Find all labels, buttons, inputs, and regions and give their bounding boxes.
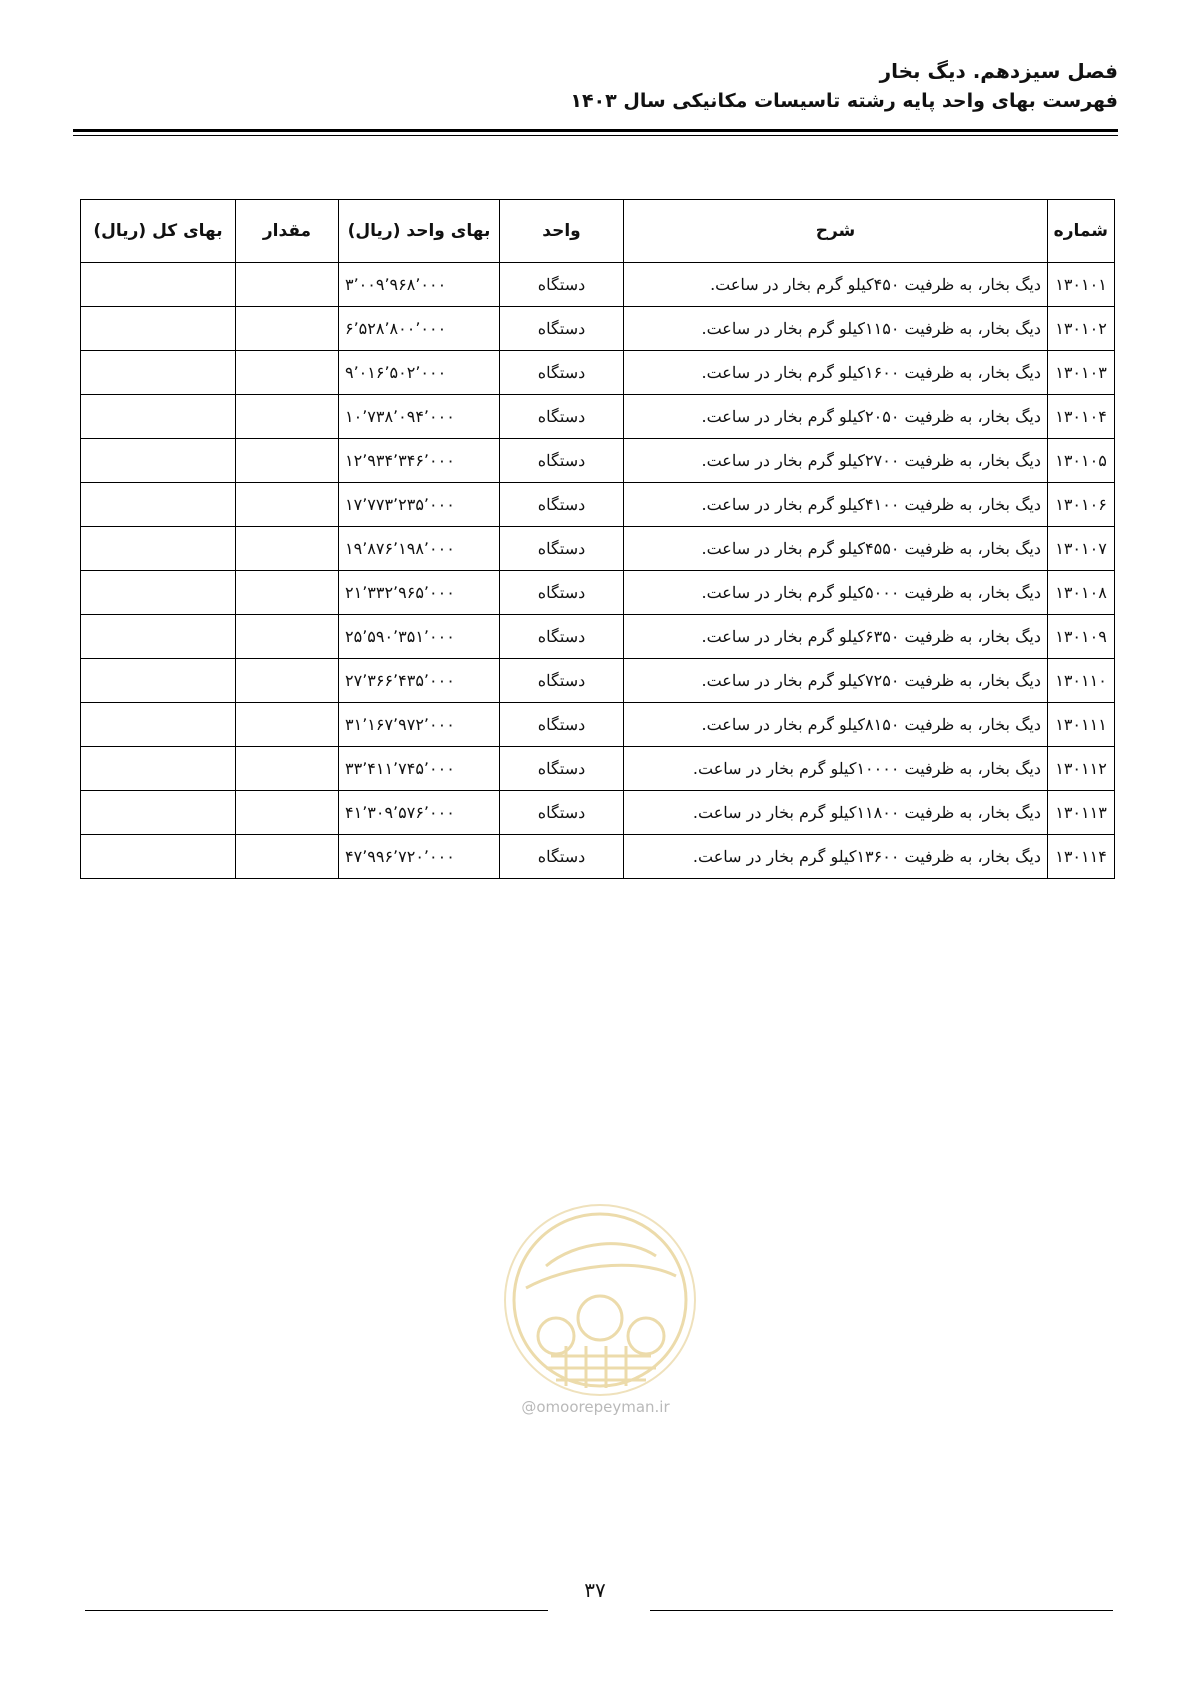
- cell-code: ۱۳۰۱۰۱: [1048, 263, 1115, 307]
- cell-unit-price: ۶٬۵۲۸٬۸۰۰٬۰۰۰: [339, 307, 500, 351]
- table-row: [81, 747, 1115, 791]
- cell-code: ۱۳۰۱۱۰: [1048, 659, 1115, 703]
- cell-description: دیگ بخار، به ظرفیت ۴۵۰کیلو گرم بخار در ساعت.: [624, 263, 1048, 307]
- cell-unit: دستگاه: [500, 791, 624, 835]
- column-header-quantity: مقدار: [236, 200, 339, 263]
- cell-description: دیگ بخار، به ظرفیت ۱۱۵۰کیلو گرم بخار در ساعت.: [624, 307, 1048, 351]
- table-row: [81, 307, 1115, 351]
- cell-quantity: [236, 307, 339, 351]
- cell-quantity: [236, 703, 339, 747]
- cell-unit-price: ۲۱٬۳۳۲٬۹۶۵٬۰۰۰: [339, 571, 500, 615]
- cell-quantity: [236, 527, 339, 571]
- cell-total-price: [81, 527, 236, 571]
- cell-description: دیگ بخار، به ظرفیت ۱۳۶۰۰کیلو گرم بخار در ساعت.: [624, 835, 1048, 879]
- table-row: [81, 395, 1115, 439]
- cell-unit: دستگاه: [500, 747, 624, 791]
- cell-description: دیگ بخار، به ظرفیت ۲۷۰۰کیلو گرم بخار در ساعت.: [624, 439, 1048, 483]
- cell-description: دیگ بخار، به ظرفیت ۷۲۵۰کیلو گرم بخار در ساعت.: [624, 659, 1048, 703]
- cell-unit: دستگاه: [500, 835, 624, 879]
- cell-quantity: [236, 351, 339, 395]
- footer-rule-left: [85, 1610, 548, 1611]
- column-header-unit: واحد: [500, 200, 624, 263]
- cell-quantity: [236, 791, 339, 835]
- column-header-total-price: بهای کل (ریال): [81, 200, 236, 263]
- chapter-title: فصل سیزدهم. دیگ بخار: [879, 59, 1118, 83]
- cell-total-price: [81, 791, 236, 835]
- header-rule-thin: [73, 135, 1118, 136]
- cell-unit-price: ۱۰٬۷۳۸٬۰۹۴٬۰۰۰: [339, 395, 500, 439]
- cell-unit-price: ۱۲٬۹۳۴٬۳۴۶٬۰۰۰: [339, 439, 500, 483]
- cell-unit: دستگاه: [500, 263, 624, 307]
- cell-total-price: [81, 483, 236, 527]
- page-number: ۳۷: [584, 1578, 606, 1602]
- cell-unit: دستگاه: [500, 527, 624, 571]
- cell-total-price: [81, 307, 236, 351]
- cell-code: ۱۳۰۱۱۴: [1048, 835, 1115, 879]
- table-row: [81, 439, 1115, 483]
- cell-unit: دستگاه: [500, 571, 624, 615]
- cell-unit: دستگاه: [500, 307, 624, 351]
- table-row: [81, 483, 1115, 527]
- cell-quantity: [236, 835, 339, 879]
- cell-unit: دستگاه: [500, 483, 624, 527]
- cell-description: دیگ بخار، به ظرفیت ۵۰۰۰کیلو گرم بخار در ساعت.: [624, 571, 1048, 615]
- cell-total-price: [81, 703, 236, 747]
- cell-description: دیگ بخار، به ظرفیت ۶۳۵۰کیلو گرم بخار در ساعت.: [624, 615, 1048, 659]
- cell-code: ۱۳۰۱۰۲: [1048, 307, 1115, 351]
- cell-unit: دستگاه: [500, 351, 624, 395]
- cell-total-price: [81, 351, 236, 395]
- cell-unit-price: ۴۷٬۹۹۶٬۷۲۰٬۰۰۰: [339, 835, 500, 879]
- cell-code: ۱۳۰۱۱۱: [1048, 703, 1115, 747]
- footer-rule-right: [650, 1610, 1113, 1611]
- page-header: [570, 56, 1118, 116]
- cell-description: دیگ بخار، به ظرفیت ۴۱۰۰کیلو گرم بخار در ساعت.: [624, 483, 1048, 527]
- cell-unit-price: ۹٬۰۱۶٬۵۰۲٬۰۰۰: [339, 351, 500, 395]
- cell-total-price: [81, 659, 236, 703]
- cell-code: ۱۳۰۱۰۶: [1048, 483, 1115, 527]
- cell-unit: دستگاه: [500, 395, 624, 439]
- cell-total-price: [81, 263, 236, 307]
- watermark-gears-icon: [506, 1206, 694, 1394]
- cell-total-price: [81, 439, 236, 483]
- cell-description: دیگ بخار، به ظرفیت ۴۵۵۰کیلو گرم بخار در ساعت.: [624, 527, 1048, 571]
- cell-total-price: [81, 835, 236, 879]
- cell-unit: دستگاه: [500, 703, 624, 747]
- cell-code: ۱۳۰۱۰۷: [1048, 527, 1115, 571]
- cell-unit-price: ۲۵٬۵۹۰٬۳۵۱٬۰۰۰: [339, 615, 500, 659]
- cell-unit-price: ۴۱٬۳۰۹٬۵۷۶٬۰۰۰: [339, 791, 500, 835]
- table-row: [81, 527, 1115, 571]
- cell-unit-price: ۱۷٬۷۷۳٬۲۳۵٬۰۰۰: [339, 483, 500, 527]
- cell-quantity: [236, 483, 339, 527]
- table-row: [81, 791, 1115, 835]
- cell-quantity: [236, 395, 339, 439]
- price-list-table: [80, 199, 1115, 879]
- cell-description: دیگ بخار، به ظرفیت ۱۶۰۰کیلو گرم بخار در ساعت.: [624, 351, 1048, 395]
- cell-quantity: [236, 439, 339, 483]
- watermark-site: @omoorepeyman.ir: [521, 1398, 670, 1416]
- cell-code: ۱۳۰۱۰۹: [1048, 615, 1115, 659]
- cell-code: ۱۳۰۱۰۳: [1048, 351, 1115, 395]
- cell-description: دیگ بخار، به ظرفیت ۲۰۵۰کیلو گرم بخار در ساعت.: [624, 395, 1048, 439]
- table-row: [81, 351, 1115, 395]
- cell-description: دیگ بخار، به ظرفیت ۸۱۵۰کیلو گرم بخار در ساعت.: [624, 703, 1048, 747]
- cell-quantity: [236, 615, 339, 659]
- cell-code: ۱۳۰۱۱۳: [1048, 791, 1115, 835]
- cell-quantity: [236, 659, 339, 703]
- cell-description: دیگ بخار، به ظرفیت ۱۱۸۰۰کیلو گرم بخار در ساعت.: [624, 791, 1048, 835]
- cell-description: دیگ بخار، به ظرفیت ۱۰۰۰۰کیلو گرم بخار در ساعت.: [624, 747, 1048, 791]
- table-row: [81, 571, 1115, 615]
- cell-code: ۱۳۰۱۱۲: [1048, 747, 1115, 791]
- cell-total-price: [81, 747, 236, 791]
- cell-total-price: [81, 395, 236, 439]
- column-header-description: شرح: [624, 200, 1048, 263]
- table-row: [81, 615, 1115, 659]
- cell-total-price: [81, 615, 236, 659]
- cell-quantity: [236, 747, 339, 791]
- cell-quantity: [236, 263, 339, 307]
- cell-code: ۱۳۰۱۰۵: [1048, 439, 1115, 483]
- table-row: [81, 659, 1115, 703]
- cell-unit-price: ۳۱٬۱۶۷٬۹۷۲٬۰۰۰: [339, 703, 500, 747]
- cell-unit: دستگاه: [500, 439, 624, 483]
- cell-unit-price: ۳۳٬۴۱۱٬۷۴۵٬۰۰۰: [339, 747, 500, 791]
- cell-total-price: [81, 571, 236, 615]
- cell-quantity: [236, 571, 339, 615]
- table-row: [81, 703, 1115, 747]
- cell-unit: دستگاه: [500, 615, 624, 659]
- table-row: [81, 835, 1115, 879]
- column-header-code: شماره: [1048, 200, 1115, 263]
- cell-unit: دستگاه: [500, 659, 624, 703]
- cell-unit-price: ۲۷٬۳۶۶٬۴۳۵٬۰۰۰: [339, 659, 500, 703]
- document-subtitle: فهرست بهای واحد پایه رشته تاسیسات مکانیکی سال ۱۴۰۳: [570, 90, 1118, 112]
- watermark-logo: [504, 1204, 696, 1396]
- cell-code: ۱۳۰۱۰۴: [1048, 395, 1115, 439]
- table-row: [81, 263, 1115, 307]
- header-rule-thick: [73, 129, 1118, 132]
- cell-unit-price: ۳٬۰۰۹٬۹۶۸٬۰۰۰: [339, 263, 500, 307]
- cell-unit-price: ۱۹٬۸۷۶٬۱۹۸٬۰۰۰: [339, 527, 500, 571]
- table-header-row: [81, 200, 1115, 263]
- cell-code: ۱۳۰۱۰۸: [1048, 571, 1115, 615]
- column-header-unit-price: بهای واحد (ریال): [339, 200, 500, 263]
